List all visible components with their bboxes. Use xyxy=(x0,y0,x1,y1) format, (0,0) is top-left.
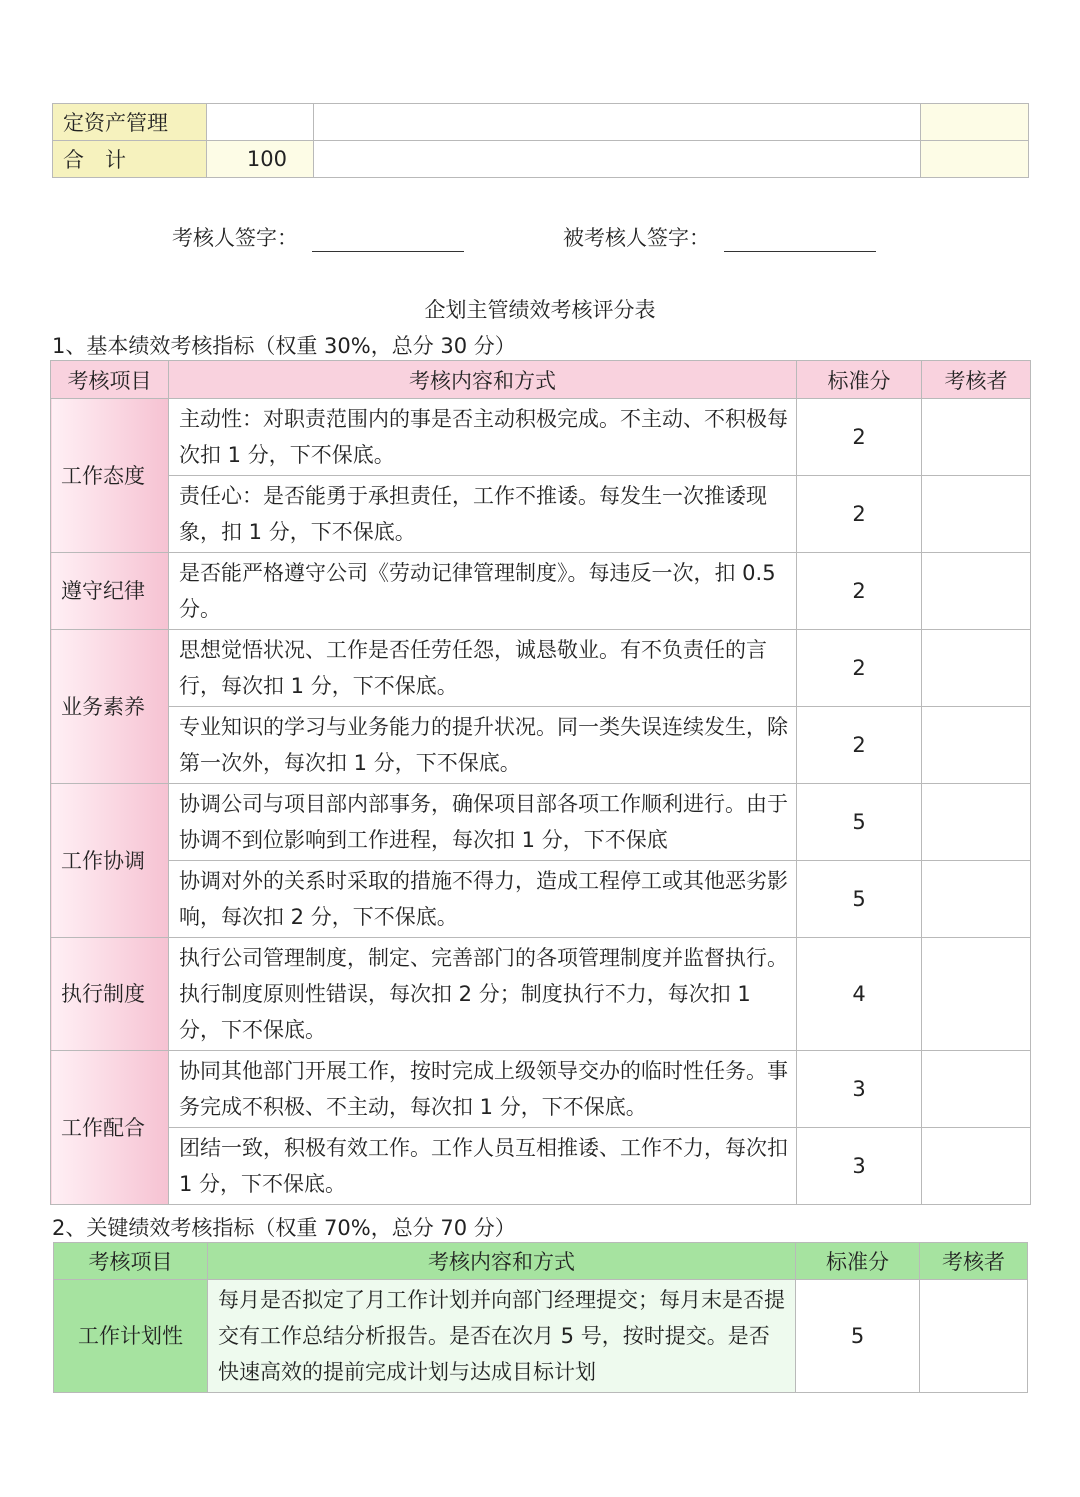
assessor-cell xyxy=(922,476,1031,553)
column-header: 考核者 xyxy=(920,1243,1028,1280)
empty-cell xyxy=(314,141,921,178)
table-row xyxy=(54,1280,1028,1393)
column-header: 考核者 xyxy=(922,361,1031,399)
key-section-title: 2、关键绩效考核指标（权重 70%，总分 70 分） xyxy=(52,1216,516,1240)
column-header: 考核内容和方式 xyxy=(169,361,797,399)
assessor-cell xyxy=(921,104,1029,141)
score-cell: 3 xyxy=(797,1051,922,1128)
table-row xyxy=(51,938,1031,1051)
page-title: 企划主管绩效考核评分表 xyxy=(424,298,656,322)
table-row xyxy=(51,630,1031,707)
content-cell: 团结一致，积极有效工作。工作人员互相推诿、工作不力，每次扣 1 分，下不保底。 xyxy=(169,1128,797,1205)
assessor-cell xyxy=(922,861,1031,938)
score-cell: 2 xyxy=(797,553,922,630)
assessor-cell xyxy=(922,1128,1031,1205)
assessor-cell xyxy=(922,1051,1031,1128)
column-header: 标准分 xyxy=(797,361,922,399)
table-row xyxy=(51,784,1031,861)
column-header: 标准分 xyxy=(796,1243,920,1280)
content-cell: 协调对外的关系时采取的措施不得力，造成工程停工或其他恶劣影响，每次扣 2 分，下不保底。 xyxy=(169,861,797,938)
category-cell: 工作态度 xyxy=(51,399,169,553)
column-header: 考核内容和方式 xyxy=(208,1243,796,1280)
key-assessment-table xyxy=(53,1242,1028,1393)
content-cell: 协调公司与项目部内部事务，确保项目部各项工作顺利进行。由于协调不到位影响到工作进程，每次扣 1 分，下不保底 xyxy=(169,784,797,861)
assessor-cell xyxy=(922,553,1031,630)
assessor-signature xyxy=(172,222,464,252)
category-cell: 工作计划性 xyxy=(54,1280,208,1393)
assessor-cell xyxy=(922,784,1031,861)
content-cell: 思想觉悟状况、工作是否任劳任怨，诚恳敬业。有不负责任的言行，每次扣 1 分，下不保底。 xyxy=(169,630,797,707)
score-cell: 4 xyxy=(797,938,922,1051)
table-row xyxy=(51,553,1031,630)
category-cell: 业务素养 xyxy=(51,630,169,784)
table-row xyxy=(51,861,1031,938)
column-header: 考核项目 xyxy=(51,361,169,399)
score-cell: 2 xyxy=(797,630,922,707)
category-cell: 工作协调 xyxy=(51,784,169,938)
score-cell xyxy=(207,104,314,141)
row-label: 定资产管理 xyxy=(53,104,207,141)
table-header-row xyxy=(51,361,1031,399)
score-cell: 100 xyxy=(207,141,314,178)
row-label: 合 计 xyxy=(53,141,207,178)
table-row xyxy=(53,141,1029,178)
content-cell: 责任心：是否能勇于承担责任，工作不推诿。每发生一次推诿现象，扣 1 分，下不保底。 xyxy=(169,476,797,553)
basic-assessment-table xyxy=(50,360,1031,1205)
category-cell: 执行制度 xyxy=(51,938,169,1051)
basic-section-title: 1、基本绩效考核指标（权重 30%，总分 30 分） xyxy=(52,334,516,358)
score-cell: 3 xyxy=(797,1128,922,1205)
content-cell: 是否能严格遵守公司《劳动记律管理制度》。每违反一次，扣 0.5 分。 xyxy=(169,553,797,630)
assessor-signature-line[interactable] xyxy=(312,225,464,252)
content-cell: 主动性：对职责范围内的事是否主动积极完成。不主动、不积极每次扣 1 分，下不保底。 xyxy=(169,399,797,476)
empty-cell xyxy=(314,104,921,141)
score-cell: 2 xyxy=(797,399,922,476)
assessee-signature-label: 被考核人签字： xyxy=(563,226,710,250)
assessee-signature-line[interactable] xyxy=(724,225,876,252)
table-header-row xyxy=(54,1243,1028,1280)
column-header: 考核项目 xyxy=(54,1243,208,1280)
content-cell: 专业知识的学习与业务能力的提升状况。同一类失误连续发生，除第一次外，每次扣 1 分，下不保底。 xyxy=(169,707,797,784)
assessor-signature-label: 考核人签字： xyxy=(172,226,298,250)
category-cell: 遵守纪律 xyxy=(51,553,169,630)
content-cell: 协同其他部门开展工作，按时完成上级领导交办的临时性任务。事务完成不积极、不主动，每次扣 1 分，下不保底。 xyxy=(169,1051,797,1128)
content-cell: 每月是否拟定了月工作计划并向部门经理提交；每月末是否提交有工作总结分析报告。是否在次月 5 号，按时提交。是否快速高效的提前完成计划与达成目标计划 xyxy=(208,1280,796,1393)
table-row xyxy=(51,399,1031,476)
table-row xyxy=(51,1051,1031,1128)
table-row xyxy=(53,104,1029,141)
score-cell: 5 xyxy=(797,861,922,938)
content-cell: 执行公司管理制度，制定、完善部门的各项管理制度并监督执行。执行制度原则性错误，每次扣 2 分；制度执行不力，每次扣 1 分，下不保底。 xyxy=(169,938,797,1051)
category-cell: 工作配合 xyxy=(51,1051,169,1205)
assessor-cell xyxy=(921,141,1029,178)
assessor-cell xyxy=(922,938,1031,1051)
table-row xyxy=(51,1128,1031,1205)
score-cell: 5 xyxy=(797,784,922,861)
score-cell: 5 xyxy=(796,1280,920,1393)
assessor-cell xyxy=(922,707,1031,784)
assessee-signature xyxy=(563,222,876,252)
score-cell: 2 xyxy=(797,707,922,784)
table-row xyxy=(51,476,1031,553)
assessor-cell xyxy=(920,1280,1028,1393)
summary-table xyxy=(52,103,1029,178)
assessor-cell xyxy=(922,399,1031,476)
score-cell: 2 xyxy=(797,476,922,553)
table-row xyxy=(51,707,1031,784)
assessor-cell xyxy=(922,630,1031,707)
